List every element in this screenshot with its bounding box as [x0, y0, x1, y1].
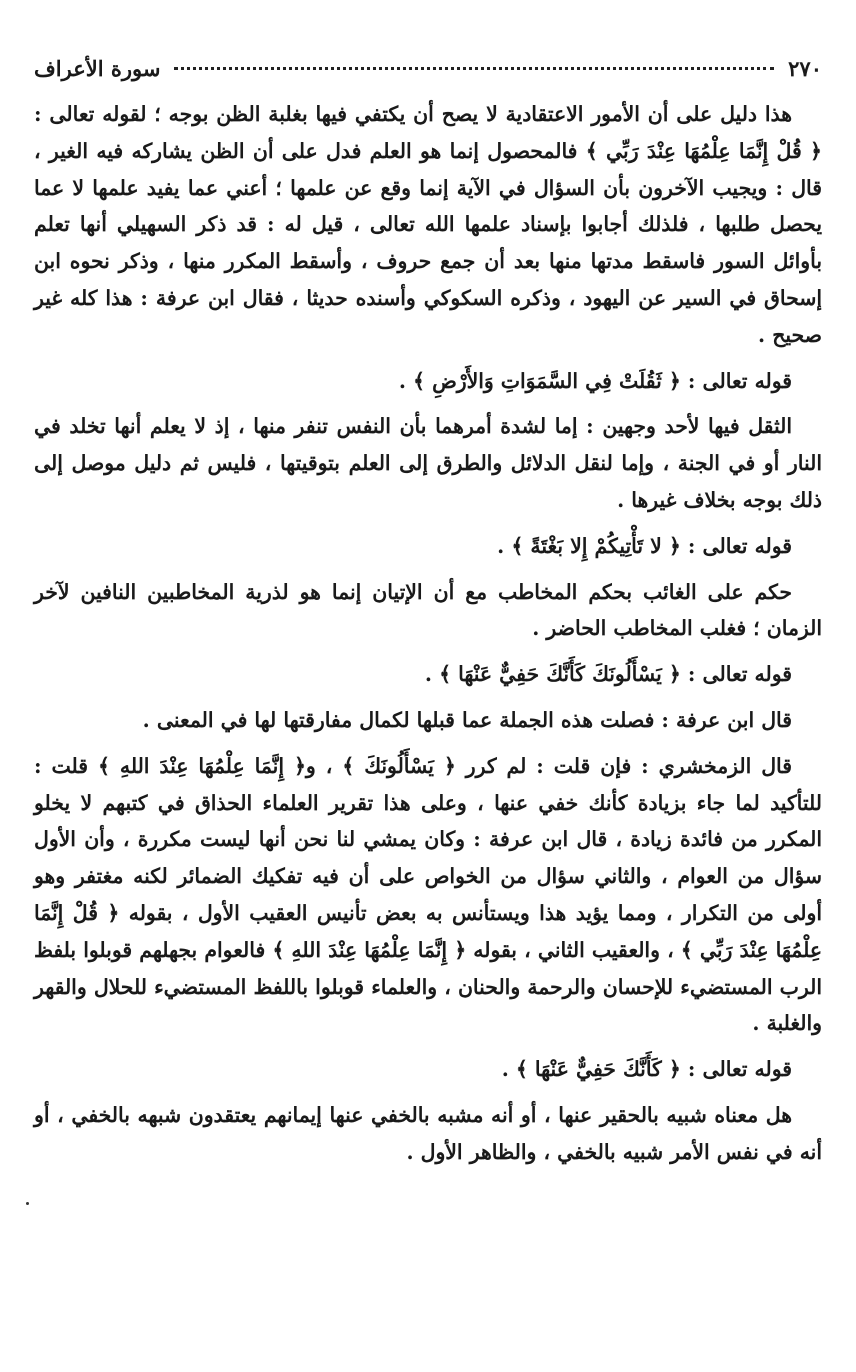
- paragraph-2: الثقل فيها لأحد وجهين : إما لشدة أمرهما بأن النفس تنفر منها ، إذ لا يعلم أنها تخلد في النار أو في الجنة ، وإما لنقل الدلائل والطرق إلى العلم بتوقيتها ، فليس ثم دليل موصل إلى ذلك بوجه بخلاف غيرها .: [34, 414, 822, 512]
- header-dotted-rule: [174, 67, 774, 70]
- page-header: [34, 56, 822, 96]
- page-number: ٢٧٠: [788, 56, 822, 81]
- paragraph-4: قال ابن عرفة : فصلت هذه الجملة عما قبلها لكمال مفارقتها لها في المعنى .: [142, 707, 792, 732]
- surah-title: سورة الأعراف: [34, 56, 161, 81]
- paragraph-1: هذا دليل على أن الأمور الاعتقادية لا يصح أن يكتفي فيها بغلبة الظن بوجه ؛ لقوله تعالى : ﴿ قُلْ إِنَّمَا عِلْمُهَا عِنْدَ رَبِّي ﴾ فالمحصول إنما هو العلم فدل على أن الظن يشاركه فيه الغير ، قال : ويجيب الآخرون بأن السؤال في الآية إنما وقع عن علمها ؛ أعني عما يفيد علمها لا عما يحصل طلبها ، فلذلك أجابوا بإسناد علمها الله تعالى ، قيل له : قد ذكر السهيلي أنها تعلم بأوائل السور فاسقط مدتها منها بعد أن جمع حروف ، وأسقط المكرر منها ، وذكر نحوه ابن إسحاق في السير عن اليهود ، وذكره السكوكي وأسنده حديثا ، فقال ابن عرفة : هذا كله غير صحيح .: [34, 102, 822, 347]
- verse-heading-3: قوله تعالى : ﴿ يَسْأَلُونَكَ كَأَنَّكَ حَفِيٌّ عَنْهَا ﴾ .: [424, 662, 792, 687]
- scan-dot: [26, 1202, 29, 1205]
- paragraph-6: هل معناه شبيه بالحقير عنها ، أو أنه مشبه بالخفي عنها إيمانهم يعتقدون شبهه بالخفي ، أو أنه في نفس الأمر شبيه بالخفي ، والظاهر الأول .: [34, 1102, 822, 1164]
- verse-heading-1: قوله تعالى : ﴿ ثَقُلَتْ فِي السَّمَوَاتِ وَالأَرْضِ ﴾ .: [398, 368, 792, 393]
- verse-heading-2: قوله تعالى : ﴿ لا تَأْتِيكُمْ إِلا بَغْتَةً ﴾ .: [497, 533, 792, 558]
- paragraph-5: قال الزمخشري : فإن قلت : لم كرر ﴿ يَسْأَلُونَكَ ﴾ ، و﴿ إِنَّمَا عِلْمُهَا عِنْدَ اللهِ ﴾ قلت : للتأكيد لما جاء بزيادة كأنك خفي عنها ، وعلى هذا تقرير العلماء الحذاق في كتبهم لا يخلو المكرر من فائدة زيادة ، قال ابن عرفة : وكان يمشي لنا نحن أنها ليست مكررة ، وأن الأول سؤال من العوام ، والثاني سؤال من الخواص على أن فيه تفكيك الضمائر لكنه مغتفر وهو أولى من التكرار ، ومما يؤيد هذا ويستأنس به بعض تأنيس العقيب الأول ، بقوله ﴿ قُلْ إِنَّمَا عِلْمُهَا عِنْدَ رَبِّي ﴾ ، والعقيب الثاني ، بقوله ﴿ إِنَّمَا عِلْمُهَا عِنْدَ اللهِ ﴾ فالعوام بجهلهم قوبلوا بلفظ الرب المستضيء للإحسان والرحمة والحنان ، والعلماء قوبلوا باللفظ المستضيء للحلال والقهر والغلبة .: [34, 753, 822, 1036]
- paragraph-3: حكم على الغائب بحكم المخاطب مع أن الإتيان إنما هو لذرية المخاطبين النافين لآخر الزمان ؛ فغلب المخاطب الحاضر .: [34, 579, 822, 641]
- verse-heading-4: قوله تعالى : ﴿ كَأَنَّكَ حَفِيٌّ عَنْهَا ﴾ .: [501, 1057, 792, 1082]
